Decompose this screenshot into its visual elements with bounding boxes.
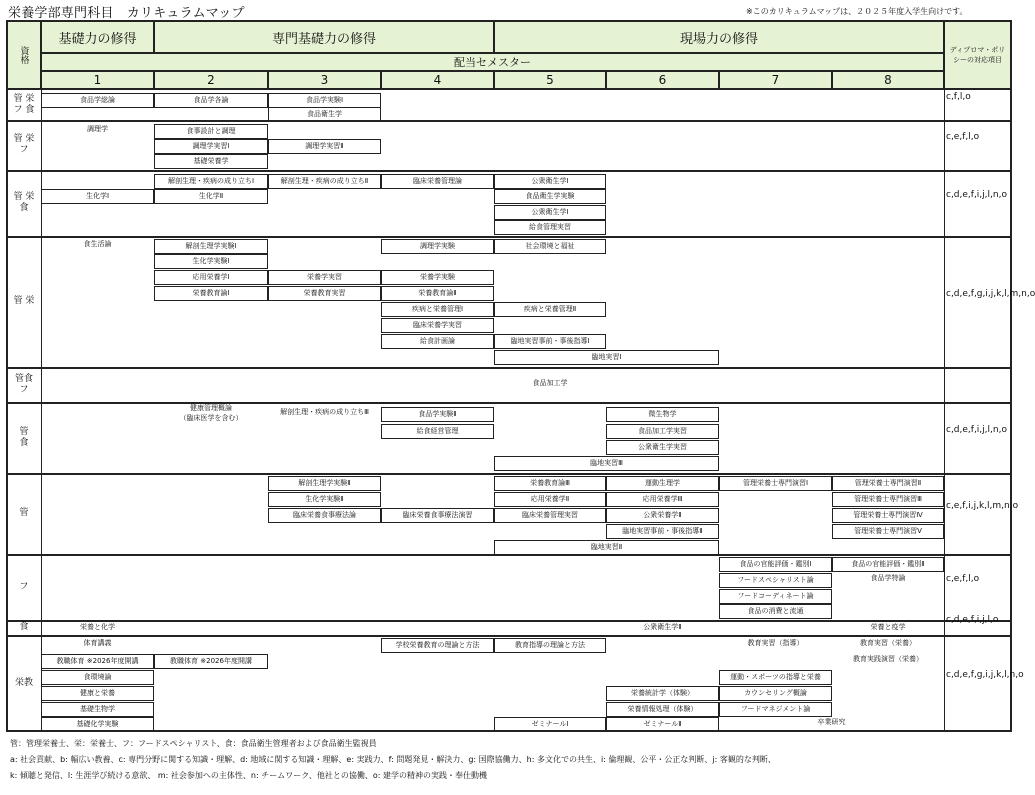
course-cell: 栄養学実習 bbox=[268, 270, 381, 285]
course-cell: 管理栄養士専門演習Ⅱ bbox=[832, 476, 944, 491]
course-cell: 管理栄養士専門演習Ⅴ bbox=[832, 524, 944, 539]
course-cell: 応用栄養学Ⅱ bbox=[494, 492, 606, 507]
row-dp: c,d,e,f,i,j,l,n,o bbox=[946, 190, 1007, 200]
course-cell: 食品の消費と流通 bbox=[719, 604, 832, 619]
course-cell: 臨床栄養管理実習 bbox=[494, 508, 606, 523]
course-cell: 栄養教育実習 bbox=[268, 286, 381, 301]
course-cell: フードスペシャリスト論 bbox=[719, 573, 832, 588]
course-cell: 食品学各論 bbox=[154, 93, 268, 108]
course-cell: 応用栄養学Ⅲ bbox=[606, 492, 719, 507]
course-cell: 給食管理実習 bbox=[494, 220, 606, 235]
course-cell: フードマネジメント論 bbox=[719, 702, 832, 717]
course-cell: 栄養情報処理（体験） bbox=[606, 702, 719, 717]
course-cell: 管理栄養士専門演習Ⅰ bbox=[719, 476, 832, 491]
course-cell: 食環境論 bbox=[41, 670, 154, 685]
basic-header: 基礎力の修得 bbox=[41, 21, 154, 53]
course-cell: フードコーディネート論 bbox=[719, 589, 832, 604]
legend-qualifications: 管：管理栄養士、栄：栄養士、フ：フードスペシャリスト、食：食品衛生管理者および食品衛生監視員 bbox=[10, 739, 377, 748]
course-cell: 教職体育 ※2026年度開講 bbox=[41, 654, 154, 669]
course-cell: 食事設計と調理 bbox=[154, 124, 268, 139]
semester-1: 1 bbox=[41, 71, 154, 89]
row-separator bbox=[7, 89, 1011, 90]
course-cell: 生化学Ⅱ bbox=[154, 189, 268, 204]
course-cell: 栄養教育論Ⅲ bbox=[494, 476, 606, 491]
course-cell: 疾病と栄養管理Ⅱ bbox=[494, 302, 606, 317]
row-separator bbox=[7, 635, 1011, 637]
course-cell: 解剖生理学実験Ⅰ bbox=[154, 239, 268, 254]
course-cell: 健康管理概論 bbox=[190, 404, 232, 412]
row-dp: c,d,e,f,i,j,l,o bbox=[946, 614, 999, 625]
legend-dp-2: k: 傾聴と発信、l: 生涯学び続ける意欲、 m: 社会参加への主体性、n: チームワーク、他社との協働、o: 建学の精神の実践・奉仕動機 bbox=[10, 771, 488, 780]
row-dp: c,e,f,l,o bbox=[946, 574, 980, 584]
field-header: 現場力の修得 bbox=[494, 21, 944, 53]
diploma-policy-header: ディプロマ・ポリシーの対応項目 bbox=[944, 21, 1011, 89]
course-cell: 食品衛生学 bbox=[268, 107, 381, 122]
course-cell: 生化学Ⅰ bbox=[41, 189, 154, 204]
dp-column-border bbox=[944, 89, 945, 731]
row-label: 管 栄 食 bbox=[13, 192, 35, 213]
semester-3: 3 bbox=[268, 71, 381, 89]
course-cell: 栄養学実験 bbox=[381, 270, 494, 285]
course-cell: 食品学実験Ⅱ bbox=[381, 407, 494, 422]
row-dp: c,d,e,f,g,i,j,k,l,m,n,o bbox=[946, 288, 1035, 299]
course-cell: 教育実習（栄養） bbox=[860, 639, 916, 647]
course-cell: 臨地実習事前・事後指導Ⅱ bbox=[606, 524, 719, 539]
course-cell: 基礎化学実験 bbox=[41, 717, 154, 732]
course-cell: 食品の官能評価・鑑別Ⅰ bbox=[719, 557, 832, 572]
course-cell: 臨床栄養食事療法論 bbox=[268, 508, 381, 523]
course-cell: 食品加工学実習 bbox=[606, 424, 719, 439]
row-dp: c,d,e,f,i,j,l,n,o bbox=[946, 424, 1007, 435]
row-dp: c,d,e,f,g,i,j,k,l,n,o bbox=[946, 670, 1024, 680]
semester-4: 4 bbox=[381, 71, 494, 89]
course-cell: 社会環境と福祉 bbox=[494, 239, 606, 254]
row-dp: c,f,l,o bbox=[946, 91, 971, 102]
row-label: 管 栄 bbox=[13, 296, 35, 306]
course-cell: 臨床栄養学実習 bbox=[381, 318, 494, 333]
qualification-header: 資格 bbox=[7, 21, 41, 89]
course-cell: 公衆衛生学Ⅱ bbox=[643, 623, 682, 631]
course-cell: 生化学実験Ⅱ bbox=[268, 492, 381, 507]
course-cell: 運動・スポーツの指導と栄養 bbox=[719, 670, 832, 685]
course-cell: 健康と栄養 bbox=[41, 686, 154, 701]
course-cell: 教育実習（指導） bbox=[747, 639, 804, 647]
course-cell: 学校栄養教育の理論と方法 bbox=[381, 638, 494, 653]
course-cell: ゼミナールⅡ bbox=[606, 717, 719, 732]
course-cell: （臨床医学を含む） bbox=[179, 414, 243, 422]
course-cell: 栄養教育論Ⅱ bbox=[381, 286, 494, 301]
course-cell: 食品学総論 bbox=[41, 93, 154, 108]
row-label: 管 栄 フ bbox=[13, 134, 35, 155]
course-cell: 食品の官能評価・鑑別Ⅱ bbox=[832, 557, 944, 572]
semester-5: 5 bbox=[494, 71, 606, 89]
course-cell: 卒業研究 bbox=[817, 718, 846, 726]
course-cell: 栄養教育論Ⅰ bbox=[154, 286, 268, 301]
course-cell: 調理学 bbox=[87, 125, 108, 133]
course-cell: 栄養と疫学 bbox=[870, 623, 906, 631]
course-cell: 臨地実習Ⅲ bbox=[494, 456, 719, 471]
page-title: 栄養学部専門科目 カリキュラムマップ bbox=[8, 6, 245, 21]
row-separator bbox=[7, 236, 1011, 238]
course-cell: 解剖生理学実験Ⅱ bbox=[268, 476, 381, 491]
row-separator bbox=[7, 367, 1011, 369]
course-cell: ゼミナールⅠ bbox=[494, 717, 606, 732]
semester-6: 6 bbox=[606, 71, 719, 89]
course-cell: 応用栄養学Ⅰ bbox=[154, 270, 268, 285]
row-separator bbox=[7, 120, 1011, 122]
course-cell: 臨地実習事前・事後指導Ⅰ bbox=[494, 334, 606, 349]
course-cell: 教職体育 ※2026年度開講 bbox=[154, 654, 268, 669]
course-cell: 食品衛生学実験 bbox=[494, 189, 606, 204]
semester-7: 7 bbox=[719, 71, 832, 89]
semester-header: 配当セメスター bbox=[41, 53, 944, 71]
course-cell: 基礎生物学 bbox=[41, 702, 154, 717]
course-cell: 食品加工学 bbox=[532, 379, 568, 387]
course-cell: 臨床栄養食事療法演習 bbox=[381, 508, 494, 523]
course-cell: 教育実践演習（栄養） bbox=[853, 655, 923, 663]
course-cell: 調理学実習Ⅰ bbox=[154, 139, 268, 154]
row-label: 管 栄 フ 食 bbox=[13, 93, 35, 115]
course-cell: 管理栄養士専門演習Ⅳ bbox=[832, 508, 944, 523]
course-cell: 公衆衛生学Ⅰ bbox=[494, 174, 606, 189]
course-cell: 体育講義 bbox=[83, 639, 112, 647]
course-cell: 食品学特論 bbox=[870, 574, 906, 582]
course-cell: 公衆衛生学Ⅰ bbox=[494, 205, 606, 220]
row-label: フ bbox=[19, 581, 29, 592]
course-cell: 解剖生理・疾病の成り立ちⅡ bbox=[268, 174, 381, 189]
row-dp: c,e,f,i,j,k,l,m,n,o bbox=[946, 500, 1019, 511]
course-cell: 公衆栄養学Ⅱ bbox=[606, 508, 719, 523]
course-cell: 食生活論 bbox=[83, 240, 112, 248]
course-cell: 臨床栄養管理論 bbox=[381, 174, 494, 189]
row-label: 管食 フ bbox=[14, 373, 33, 395]
row-separator bbox=[7, 170, 1011, 172]
course-cell: 食品学実験Ⅰ bbox=[268, 93, 381, 108]
legend-dp-1: a: 社会貢献、b: 幅広い教養、c: 専門分野に関する知識・理解、d: 地域に関する知識・理解、e: 実践力、f: 問題発見・解決力、g: 国際協働力、h: 多文化での共生、i: 倫理観、公平・公正な判断、j: 客観的な判断、 bbox=[10, 755, 776, 764]
course-cell: 給食計画論 bbox=[381, 334, 494, 349]
course-cell: 解剖生理・疾病の成り立ちⅢ bbox=[280, 408, 369, 416]
semester-2: 2 bbox=[154, 71, 268, 89]
course-cell: 臨地実習Ⅱ bbox=[494, 540, 719, 555]
course-cell: 調理学実験 bbox=[381, 239, 494, 254]
course-cell: 公衆衛生学実習 bbox=[606, 440, 719, 455]
course-cell: 栄養統計学（体験） bbox=[606, 686, 719, 701]
row-label: 栄教 bbox=[14, 677, 33, 688]
specialized-header: 専門基礎力の修得 bbox=[154, 21, 494, 53]
course-cell: 解剖生理・疾病の成り立ちⅠ bbox=[154, 174, 268, 189]
course-cell: 臨地実習Ⅰ bbox=[494, 350, 719, 365]
row-dp: c,e,f,l,o bbox=[946, 132, 980, 142]
course-cell: 生化学実験Ⅰ bbox=[154, 254, 268, 269]
row-label: 管 食 bbox=[19, 426, 29, 448]
course-cell: 疾病と栄養管理Ⅰ bbox=[381, 302, 494, 317]
row-separator bbox=[7, 473, 1011, 475]
course-cell: 運動生理学 bbox=[606, 476, 719, 491]
course-cell: 給食経営管理 bbox=[381, 424, 494, 439]
row-label: 食 bbox=[19, 622, 29, 632]
course-cell: 調理学実習Ⅱ bbox=[268, 139, 381, 154]
label-column-border bbox=[41, 89, 42, 731]
course-cell: 管理栄養士専門演習Ⅲ bbox=[832, 492, 944, 507]
semester-8: 8 bbox=[832, 71, 944, 89]
course-cell: 栄養と化学 bbox=[80, 623, 115, 631]
target-year-note: ※このカリキュラムマップは、２０２５年度入学生向けです。 bbox=[746, 7, 968, 16]
course-cell: 教育指導の理論と方法 bbox=[494, 638, 606, 653]
course-cell: カウンセリング概論 bbox=[719, 686, 832, 701]
course-cell: 基礎栄養学 bbox=[154, 154, 268, 169]
row-label: 管 bbox=[19, 508, 29, 518]
course-cell: 微生物学 bbox=[606, 407, 719, 422]
